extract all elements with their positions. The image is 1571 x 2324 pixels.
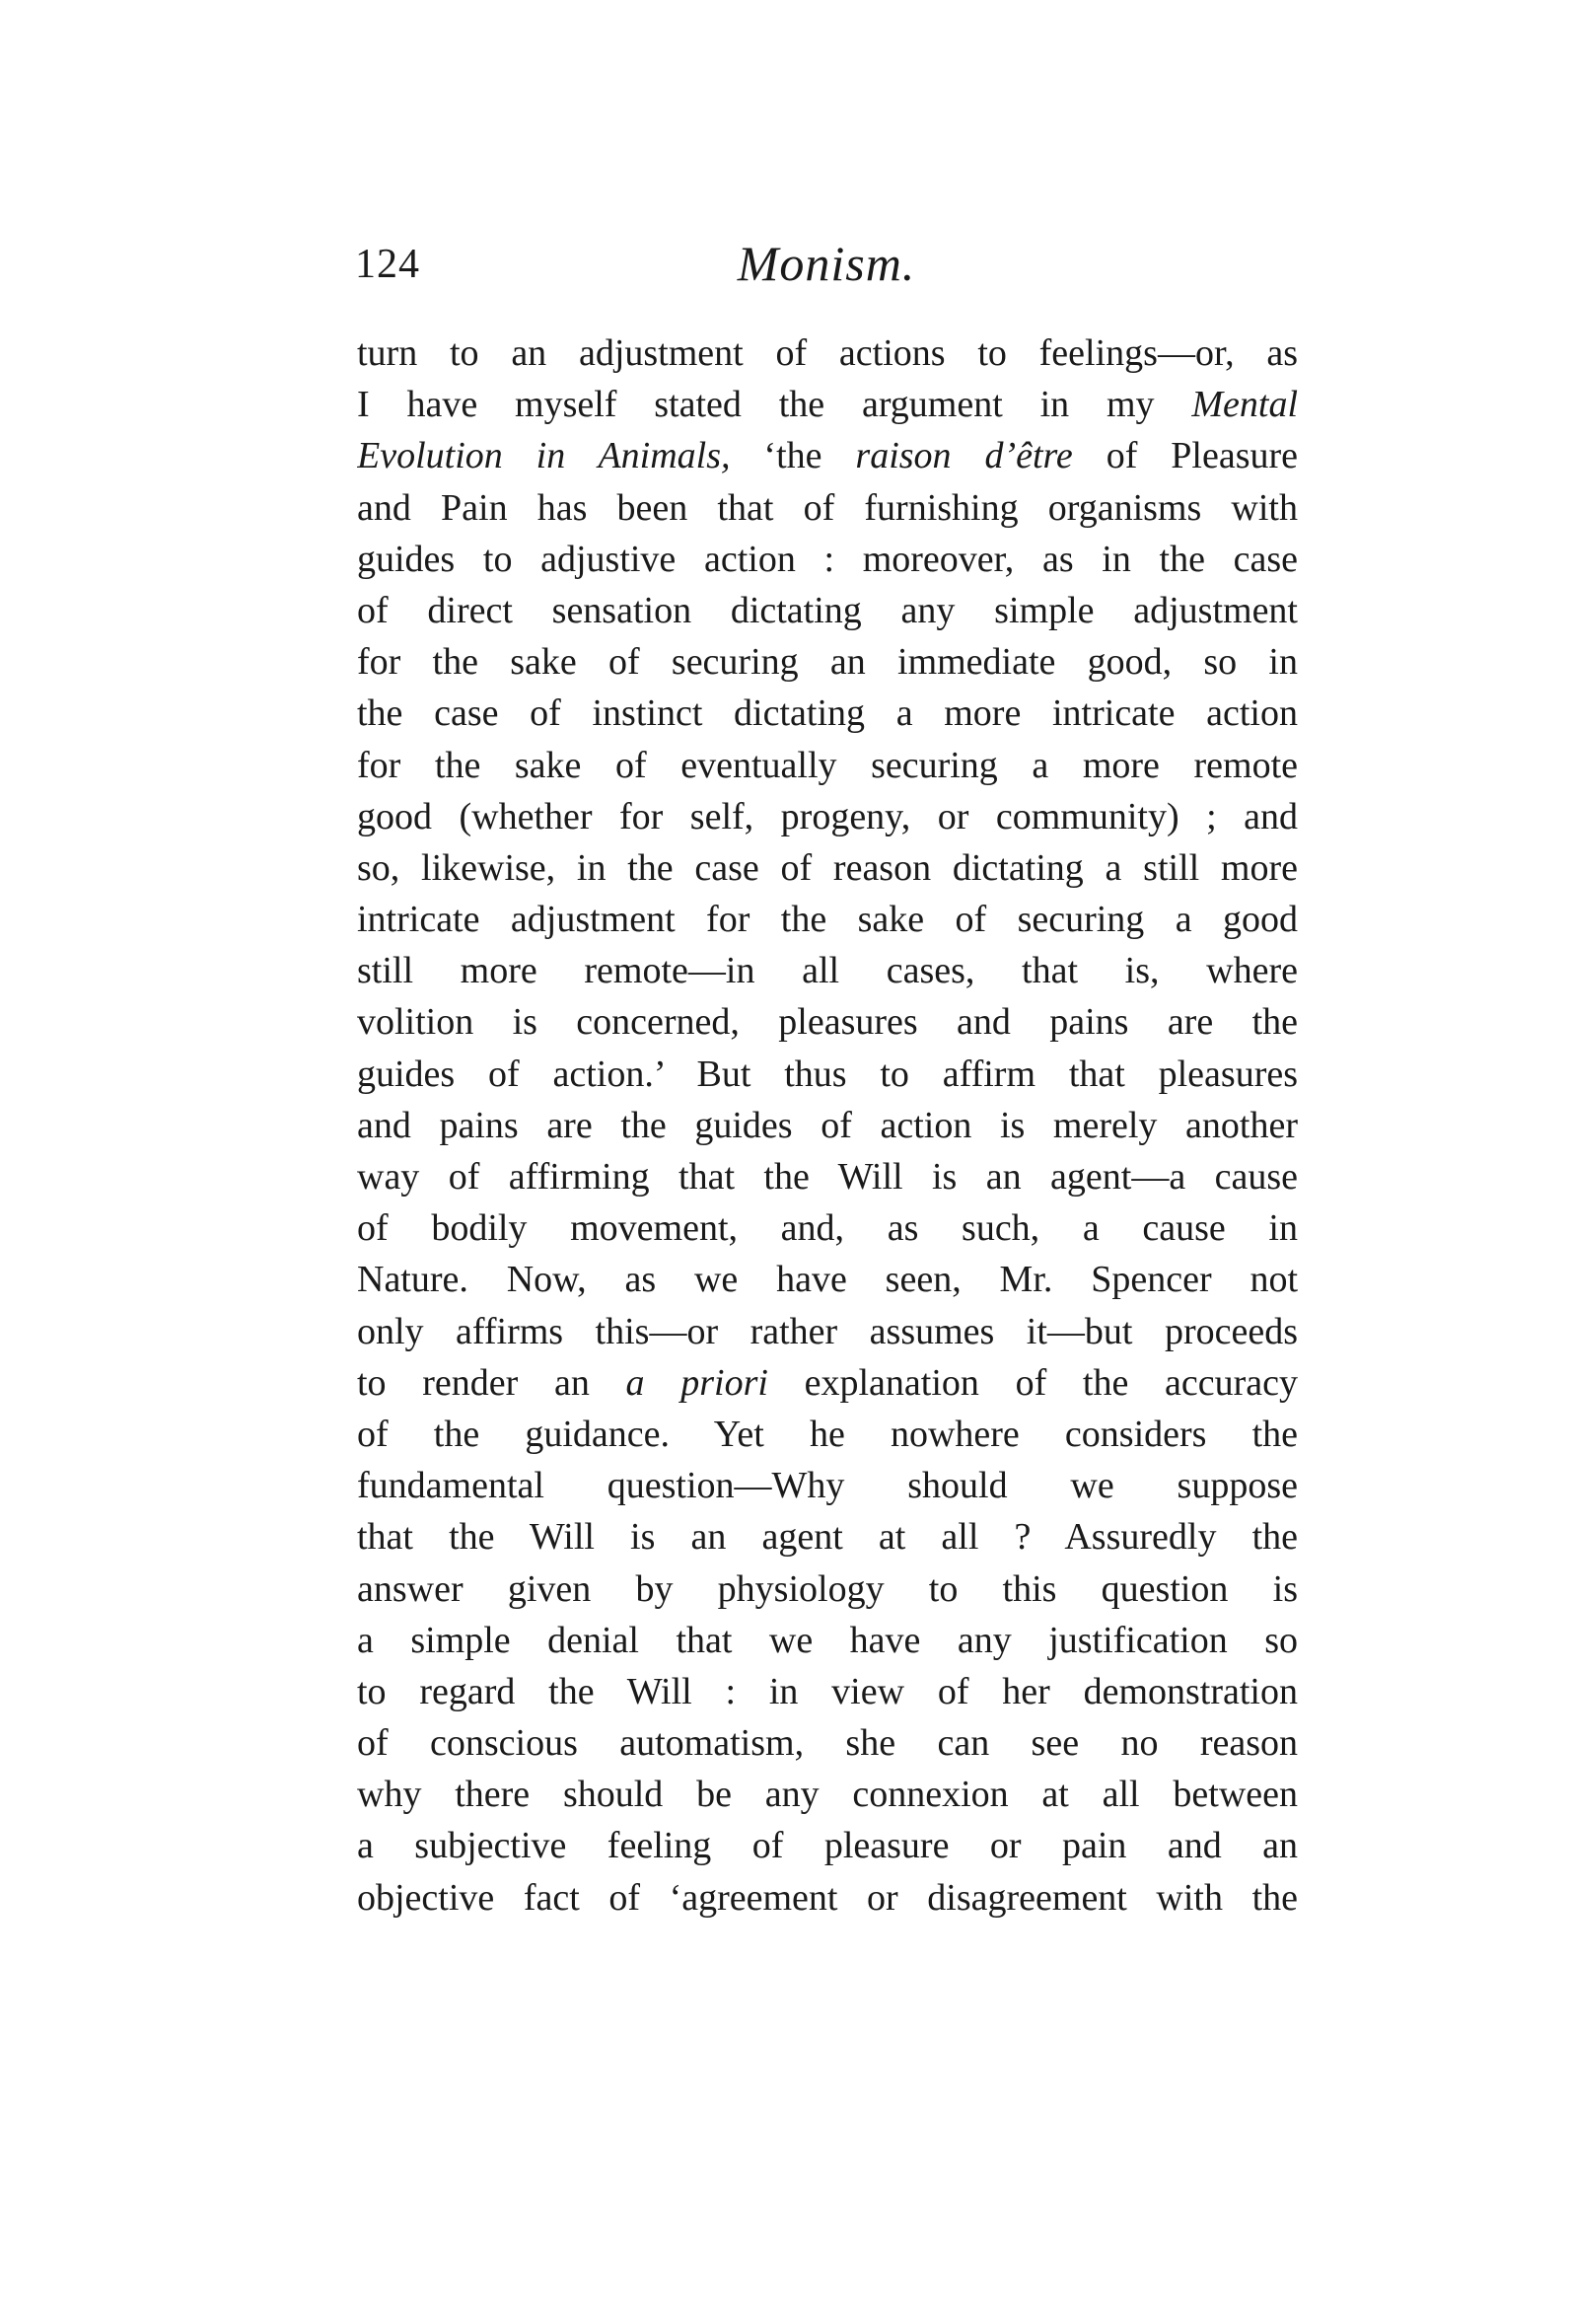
text-line <box>357 1409 1298 1460</box>
text-segment: to regard the Will : in view of her demonstration <box>357 1670 1298 1712</box>
text-line <box>357 1202 1298 1254</box>
text-line <box>357 1049 1298 1100</box>
text-segment: still more remote—in all cases, that is, where <box>357 950 1298 992</box>
text-line <box>357 1306 1298 1357</box>
text-segment: intricate adjustment for the sake of securing a good <box>357 899 1298 941</box>
italic-text: Mental <box>1191 384 1298 426</box>
text-segment: Nature. Now, as we have seen, Mr. Spencer not <box>357 1259 1298 1301</box>
text-segment: guides to adjustive action : moreover, as in the case <box>357 538 1298 580</box>
text-segment: answer given by physiology to this question is <box>357 1567 1298 1610</box>
text-line <box>357 1615 1298 1666</box>
text-line <box>357 1872 1298 1924</box>
text-segment: only affirms this—or rather assumes it—but proceeds <box>357 1310 1298 1352</box>
text-segment: volition is concerned, pleasures and pains are the <box>357 1001 1298 1044</box>
text-segment: of direct sensation dictating any simple adjustment <box>357 589 1298 631</box>
text-segment: way of affirming that the Will is an agent—a cause <box>357 1156 1298 1198</box>
text-line <box>357 1151 1298 1202</box>
italic-text: a priori <box>625 1361 768 1404</box>
text-line <box>357 1717 1298 1769</box>
text-segment: so, likewise, in the case of reason dictating a still more <box>357 846 1298 889</box>
text-line <box>357 1563 1298 1615</box>
page-number: 124 <box>355 242 420 287</box>
text-segment: the case of instinct dictating a more intricate action <box>357 692 1298 735</box>
text-segment: a simple denial that we have any justification so <box>357 1619 1298 1661</box>
text-segment: to render an <box>357 1361 626 1404</box>
text-line <box>357 430 1298 481</box>
text-line <box>357 1820 1298 1871</box>
text-segment: that the Will is an agent at all ? Assuredly the <box>357 1516 1298 1559</box>
text-line <box>357 1460 1298 1511</box>
italic-text: Evolution in Animals, <box>357 435 731 477</box>
text-line <box>357 688 1298 739</box>
text-line <box>357 945 1298 996</box>
body-text <box>357 327 1298 1924</box>
text-line <box>357 996 1298 1048</box>
text-segment: of the guidance. Yet he nowhere considers the <box>357 1413 1298 1455</box>
text-line <box>357 534 1298 585</box>
text-line <box>357 791 1298 842</box>
text-line <box>357 842 1298 894</box>
text-segment: and pains are the guides of action is merely another <box>357 1104 1298 1146</box>
text-line <box>357 482 1298 534</box>
text-segment: a subjective feeling of pleasure or pain and an <box>357 1825 1298 1867</box>
text-line <box>357 327 1298 379</box>
text-segment: and Pain has been that of furnishing organisms with <box>357 486 1298 529</box>
text-segment: of Pleasure <box>1072 435 1298 477</box>
text-segment: ‘the <box>730 435 856 477</box>
text-segment: explanation of the accuracy <box>767 1361 1298 1404</box>
text-line <box>357 1254 1298 1305</box>
text-line <box>357 1511 1298 1562</box>
text-segment: turn to an adjustment of actions to feelings—or, as <box>357 332 1298 374</box>
page-header <box>355 235 1298 304</box>
text-line <box>357 894 1298 945</box>
text-line <box>357 585 1298 636</box>
text-line <box>357 740 1298 791</box>
text-line <box>357 379 1298 430</box>
text-line <box>357 1357 1298 1409</box>
text-segment: for the sake of eventually securing a more remote <box>357 744 1298 786</box>
text-segment: guides of action.’ But thus to affirm that pleasures <box>357 1053 1298 1095</box>
text-segment: of bodily movement, and, as such, a cause in <box>357 1207 1298 1250</box>
text-line <box>357 636 1298 688</box>
text-segment: objective fact of ‘agreement or disagreement with the <box>357 1876 1298 1919</box>
text-segment: of conscious automatism, she can see no reason <box>357 1722 1298 1765</box>
text-line <box>357 1100 1298 1151</box>
text-segment: good (whether for self, progeny, or community) ; and <box>357 795 1298 837</box>
text-segment: why there should be any connexion at all between <box>357 1774 1298 1816</box>
text-line <box>357 1666 1298 1717</box>
text-segment: fundamental question—Why should we suppose <box>357 1465 1298 1507</box>
italic-text: raison d’être <box>855 435 1073 477</box>
text-line <box>357 1769 1298 1820</box>
running-head: Monism. <box>737 236 916 291</box>
text-segment: for the sake of securing an immediate good, so in <box>357 641 1298 684</box>
text-segment: I have myself stated the argument in my <box>357 384 1192 426</box>
